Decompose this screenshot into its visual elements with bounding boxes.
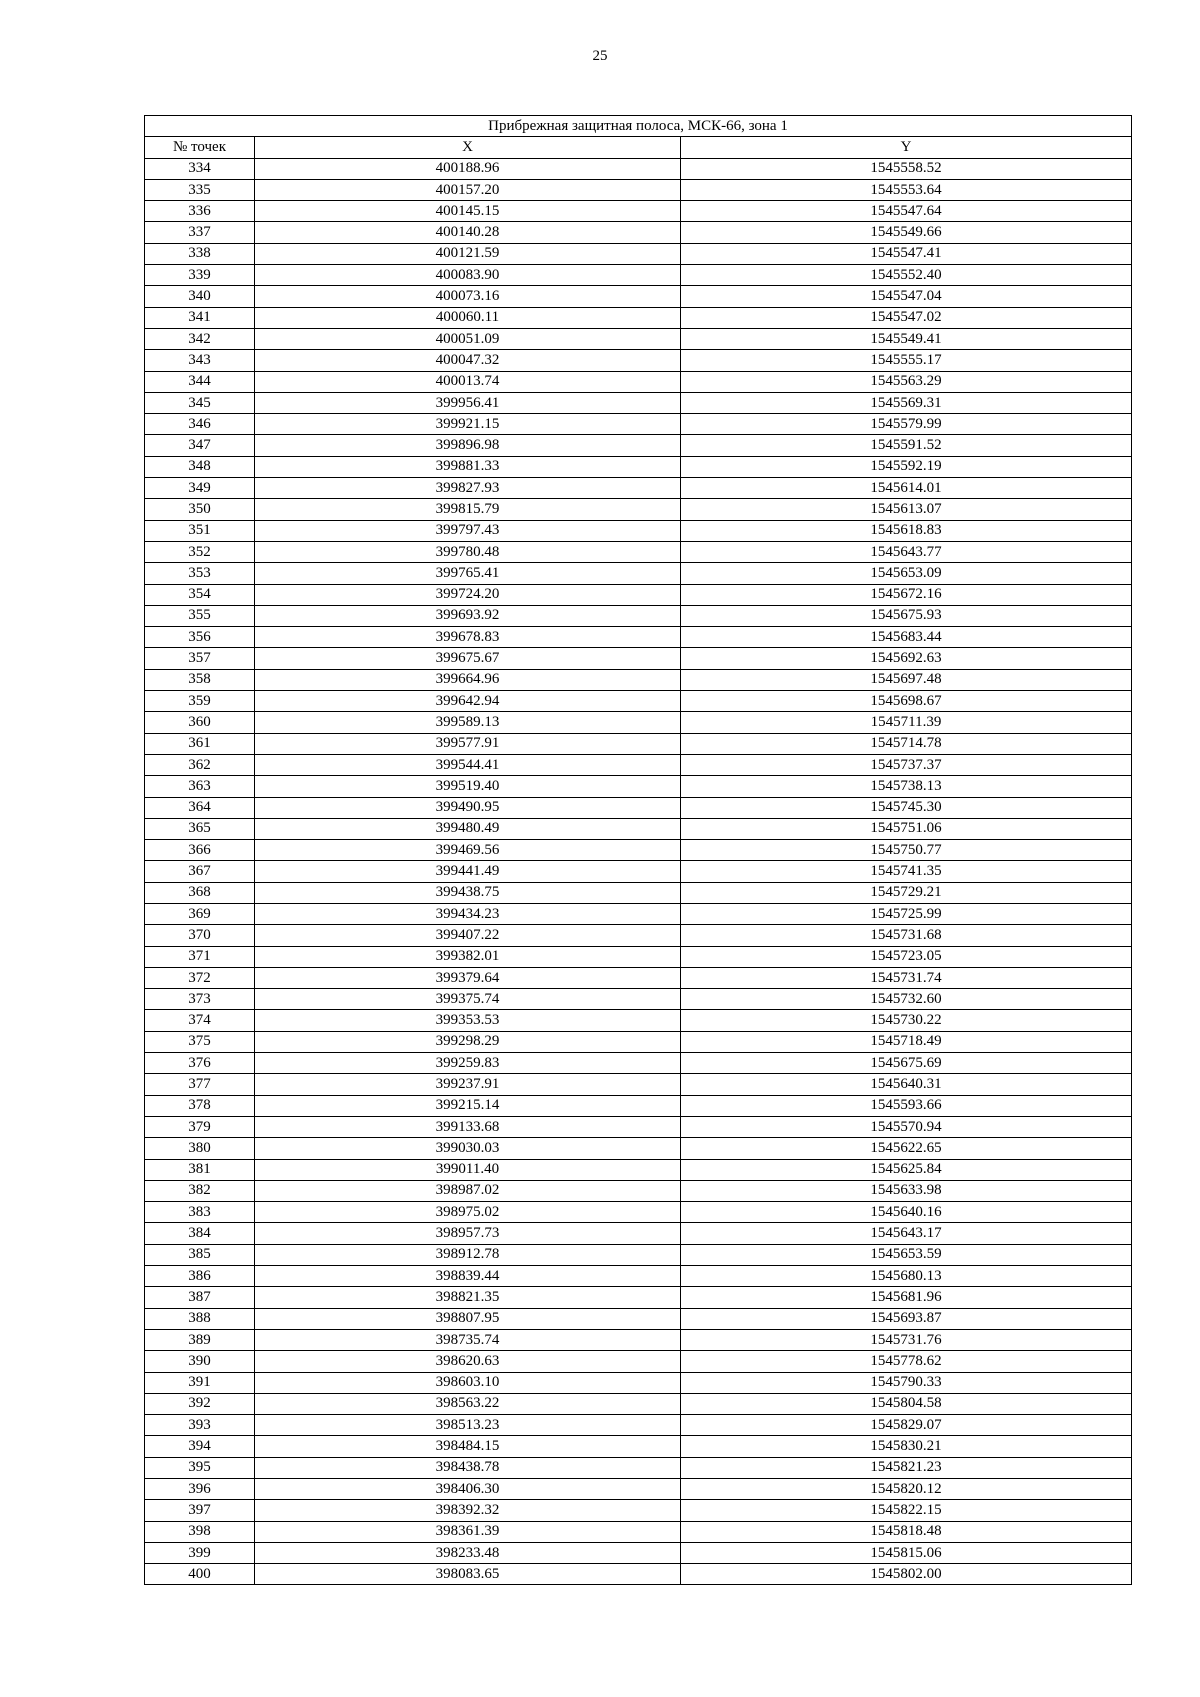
cell-x: 399011.40 <box>255 1159 681 1180</box>
cell-y: 1545821.23 <box>681 1457 1132 1478</box>
cell-x: 399434.23 <box>255 903 681 924</box>
cell-point-number: 356 <box>145 627 255 648</box>
cell-point-number: 334 <box>145 158 255 179</box>
cell-x: 399519.40 <box>255 776 681 797</box>
cell-point-number: 359 <box>145 691 255 712</box>
cell-x: 399215.14 <box>255 1095 681 1116</box>
cell-x: 399298.29 <box>255 1031 681 1052</box>
table-caption: Прибрежная защитная полоса, МСК-66, зона 1 <box>145 116 1132 137</box>
table-row <box>145 754 1132 775</box>
cell-y: 1545745.30 <box>681 797 1132 818</box>
cell-x: 400140.28 <box>255 222 681 243</box>
cell-y: 1545731.74 <box>681 967 1132 988</box>
cell-x: 399881.33 <box>255 456 681 477</box>
cell-x: 399480.49 <box>255 818 681 839</box>
cell-point-number: 391 <box>145 1372 255 1393</box>
cell-y: 1545643.17 <box>681 1223 1132 1244</box>
cell-y: 1545622.65 <box>681 1138 1132 1159</box>
cell-x: 398735.74 <box>255 1329 681 1350</box>
table-row <box>145 882 1132 903</box>
cell-point-number: 366 <box>145 840 255 861</box>
table-row <box>145 1053 1132 1074</box>
table-row <box>145 1202 1132 1223</box>
cell-x: 399765.41 <box>255 563 681 584</box>
table-row <box>145 605 1132 626</box>
cell-x: 398406.30 <box>255 1479 681 1500</box>
table-row <box>145 1436 1132 1457</box>
cell-point-number: 375 <box>145 1031 255 1052</box>
table-row <box>145 414 1132 435</box>
cell-point-number: 344 <box>145 371 255 392</box>
cell-point-number: 377 <box>145 1074 255 1095</box>
cell-x: 398821.35 <box>255 1287 681 1308</box>
coordinates-table <box>144 115 1132 1585</box>
cell-y: 1545547.64 <box>681 201 1132 222</box>
cell-y: 1545818.48 <box>681 1521 1132 1542</box>
cell-point-number: 339 <box>145 265 255 286</box>
cell-y: 1545552.40 <box>681 265 1132 286</box>
cell-point-number: 371 <box>145 946 255 967</box>
cell-x: 400188.96 <box>255 158 681 179</box>
cell-y: 1545563.29 <box>681 371 1132 392</box>
cell-point-number: 364 <box>145 797 255 818</box>
table-row <box>145 350 1132 371</box>
cell-point-number: 363 <box>145 776 255 797</box>
cell-x: 398361.39 <box>255 1521 681 1542</box>
cell-point-number: 335 <box>145 179 255 200</box>
cell-y: 1545692.63 <box>681 648 1132 669</box>
table-row <box>145 946 1132 967</box>
cell-point-number: 353 <box>145 563 255 584</box>
cell-x: 399544.41 <box>255 754 681 775</box>
cell-point-number: 348 <box>145 456 255 477</box>
table-row <box>145 1159 1132 1180</box>
cell-x: 399815.79 <box>255 499 681 520</box>
cell-y: 1545570.94 <box>681 1116 1132 1137</box>
cell-point-number: 345 <box>145 392 255 413</box>
cell-x: 399382.01 <box>255 946 681 967</box>
cell-x: 399642.94 <box>255 691 681 712</box>
cell-x: 400073.16 <box>255 286 681 307</box>
cell-y: 1545569.31 <box>681 392 1132 413</box>
cell-x: 399133.68 <box>255 1116 681 1137</box>
cell-point-number: 361 <box>145 733 255 754</box>
cell-y: 1545653.09 <box>681 563 1132 584</box>
cell-x: 399896.98 <box>255 435 681 456</box>
cell-point-number: 381 <box>145 1159 255 1180</box>
cell-point-number: 399 <box>145 1542 255 1563</box>
cell-point-number: 379 <box>145 1116 255 1137</box>
table-row <box>145 1287 1132 1308</box>
table-row <box>145 1244 1132 1265</box>
cell-x: 398603.10 <box>255 1372 681 1393</box>
cell-point-number: 357 <box>145 648 255 669</box>
cell-point-number: 351 <box>145 520 255 541</box>
cell-point-number: 360 <box>145 712 255 733</box>
cell-y: 1545640.16 <box>681 1202 1132 1223</box>
cell-x: 399438.75 <box>255 882 681 903</box>
cell-x: 400013.74 <box>255 371 681 392</box>
cell-point-number: 392 <box>145 1393 255 1414</box>
table-row <box>145 179 1132 200</box>
table-row <box>145 818 1132 839</box>
cell-y: 1545750.77 <box>681 840 1132 861</box>
cell-y: 1545593.66 <box>681 1095 1132 1116</box>
column-header-y: Y <box>681 137 1132 158</box>
cell-x: 398484.15 <box>255 1436 681 1457</box>
cell-x: 399469.56 <box>255 840 681 861</box>
cell-point-number: 336 <box>145 201 255 222</box>
cell-y: 1545778.62 <box>681 1351 1132 1372</box>
table-row <box>145 1351 1132 1372</box>
table-row <box>145 563 1132 584</box>
cell-x: 400060.11 <box>255 307 681 328</box>
cell-y: 1545714.78 <box>681 733 1132 754</box>
table-row <box>145 925 1132 946</box>
table-row <box>145 371 1132 392</box>
cell-y: 1545737.37 <box>681 754 1132 775</box>
table-row <box>145 1479 1132 1500</box>
table-row <box>145 648 1132 669</box>
cell-y: 1545751.06 <box>681 818 1132 839</box>
table-row <box>145 201 1132 222</box>
table-row <box>145 712 1132 733</box>
cell-point-number: 358 <box>145 669 255 690</box>
cell-y: 1545547.02 <box>681 307 1132 328</box>
cell-y: 1545672.16 <box>681 584 1132 605</box>
table-row <box>145 1010 1132 1031</box>
cell-x: 398807.95 <box>255 1308 681 1329</box>
cell-x: 400157.20 <box>255 179 681 200</box>
table-row <box>145 691 1132 712</box>
cell-y: 1545592.19 <box>681 456 1132 477</box>
table-row <box>145 797 1132 818</box>
cell-point-number: 394 <box>145 1436 255 1457</box>
cell-x: 398839.44 <box>255 1266 681 1287</box>
cell-y: 1545591.52 <box>681 435 1132 456</box>
cell-y: 1545558.52 <box>681 158 1132 179</box>
cell-x: 399724.20 <box>255 584 681 605</box>
cell-point-number: 388 <box>145 1308 255 1329</box>
table-body <box>145 158 1132 1585</box>
cell-y: 1545729.21 <box>681 882 1132 903</box>
cell-y: 1545738.13 <box>681 776 1132 797</box>
cell-y: 1545618.83 <box>681 520 1132 541</box>
cell-y: 1545730.22 <box>681 1010 1132 1031</box>
cell-x: 399407.22 <box>255 925 681 946</box>
table-row <box>145 456 1132 477</box>
cell-y: 1545553.64 <box>681 179 1132 200</box>
cell-y: 1545731.76 <box>681 1329 1132 1350</box>
table-row <box>145 243 1132 264</box>
cell-y: 1545741.35 <box>681 861 1132 882</box>
cell-point-number: 397 <box>145 1500 255 1521</box>
cell-point-number: 368 <box>145 882 255 903</box>
cell-x: 399577.91 <box>255 733 681 754</box>
cell-y: 1545549.41 <box>681 328 1132 349</box>
column-header-x: X <box>255 137 681 158</box>
table-row <box>145 903 1132 924</box>
cell-point-number: 395 <box>145 1457 255 1478</box>
cell-point-number: 354 <box>145 584 255 605</box>
table-row <box>145 1116 1132 1137</box>
cell-y: 1545718.49 <box>681 1031 1132 1052</box>
cell-x: 399797.43 <box>255 520 681 541</box>
cell-x: 400047.32 <box>255 350 681 371</box>
cell-x: 399827.93 <box>255 478 681 499</box>
cell-point-number: 362 <box>145 754 255 775</box>
table-row <box>145 1542 1132 1563</box>
cell-x: 399379.64 <box>255 967 681 988</box>
table-row <box>145 328 1132 349</box>
table-row <box>145 1308 1132 1329</box>
cell-point-number: 369 <box>145 903 255 924</box>
cell-x: 398975.02 <box>255 1202 681 1223</box>
cell-point-number: 387 <box>145 1287 255 1308</box>
cell-point-number: 343 <box>145 350 255 371</box>
cell-y: 1545829.07 <box>681 1415 1132 1436</box>
cell-point-number: 340 <box>145 286 255 307</box>
cell-point-number: 378 <box>145 1095 255 1116</box>
cell-y: 1545711.39 <box>681 712 1132 733</box>
cell-y: 1545790.33 <box>681 1372 1132 1393</box>
table-row <box>145 1329 1132 1350</box>
table-row <box>145 265 1132 286</box>
cell-y: 1545547.41 <box>681 243 1132 264</box>
cell-point-number: 400 <box>145 1564 255 1585</box>
table-row <box>145 1500 1132 1521</box>
table-header-row <box>145 137 1132 158</box>
cell-point-number: 338 <box>145 243 255 264</box>
table-caption-row <box>145 116 1132 137</box>
cell-x: 399353.53 <box>255 1010 681 1031</box>
cell-point-number: 390 <box>145 1351 255 1372</box>
cell-x: 398233.48 <box>255 1542 681 1563</box>
cell-y: 1545822.15 <box>681 1500 1132 1521</box>
cell-y: 1545698.67 <box>681 691 1132 712</box>
table-row <box>145 1223 1132 1244</box>
table-row <box>145 1180 1132 1201</box>
cell-point-number: 350 <box>145 499 255 520</box>
cell-point-number: 389 <box>145 1329 255 1350</box>
cell-point-number: 367 <box>145 861 255 882</box>
cell-point-number: 346 <box>145 414 255 435</box>
cell-y: 1545725.99 <box>681 903 1132 924</box>
table-row <box>145 989 1132 1010</box>
cell-point-number: 355 <box>145 605 255 626</box>
table-row <box>145 1266 1132 1287</box>
table-row <box>145 222 1132 243</box>
cell-x: 400121.59 <box>255 243 681 264</box>
cell-point-number: 374 <box>145 1010 255 1031</box>
cell-x: 398438.78 <box>255 1457 681 1478</box>
cell-y: 1545579.99 <box>681 414 1132 435</box>
cell-point-number: 396 <box>145 1479 255 1500</box>
table-row <box>145 584 1132 605</box>
cell-point-number: 365 <box>145 818 255 839</box>
table-row <box>145 286 1132 307</box>
table-row <box>145 1031 1132 1052</box>
cell-y: 1545675.69 <box>681 1053 1132 1074</box>
table-row <box>145 158 1132 179</box>
cell-y: 1545633.98 <box>681 1180 1132 1201</box>
cell-point-number: 385 <box>145 1244 255 1265</box>
cell-point-number: 380 <box>145 1138 255 1159</box>
cell-point-number: 342 <box>145 328 255 349</box>
table-row <box>145 1415 1132 1436</box>
cell-x: 398620.63 <box>255 1351 681 1372</box>
table-row <box>145 1393 1132 1414</box>
cell-x: 399375.74 <box>255 989 681 1010</box>
cell-y: 1545640.31 <box>681 1074 1132 1095</box>
cell-x: 399780.48 <box>255 541 681 562</box>
cell-x: 398912.78 <box>255 1244 681 1265</box>
cell-point-number: 386 <box>145 1266 255 1287</box>
cell-x: 398957.73 <box>255 1223 681 1244</box>
cell-y: 1545653.59 <box>681 1244 1132 1265</box>
cell-y: 1545681.96 <box>681 1287 1132 1308</box>
cell-point-number: 383 <box>145 1202 255 1223</box>
table-row <box>145 435 1132 456</box>
cell-point-number: 347 <box>145 435 255 456</box>
cell-y: 1545830.21 <box>681 1436 1132 1457</box>
cell-x: 398083.65 <box>255 1564 681 1585</box>
cell-y: 1545683.44 <box>681 627 1132 648</box>
cell-y: 1545731.68 <box>681 925 1132 946</box>
table-row <box>145 478 1132 499</box>
table-row <box>145 392 1132 413</box>
cell-x: 399490.95 <box>255 797 681 818</box>
table-row <box>145 1138 1132 1159</box>
cell-point-number: 337 <box>145 222 255 243</box>
cell-x: 399664.96 <box>255 669 681 690</box>
cell-y: 1545723.05 <box>681 946 1132 967</box>
cell-y: 1545613.07 <box>681 499 1132 520</box>
cell-x: 400083.90 <box>255 265 681 286</box>
cell-point-number: 370 <box>145 925 255 946</box>
cell-x: 398987.02 <box>255 1180 681 1201</box>
table-row <box>145 1095 1132 1116</box>
cell-point-number: 352 <box>145 541 255 562</box>
table-row <box>145 861 1132 882</box>
cell-point-number: 393 <box>145 1415 255 1436</box>
cell-y: 1545549.66 <box>681 222 1132 243</box>
cell-point-number: 341 <box>145 307 255 328</box>
cell-x: 398392.32 <box>255 1500 681 1521</box>
table-row <box>145 1074 1132 1095</box>
cell-y: 1545697.48 <box>681 669 1132 690</box>
cell-x: 399441.49 <box>255 861 681 882</box>
cell-y: 1545675.93 <box>681 605 1132 626</box>
cell-point-number: 372 <box>145 967 255 988</box>
cell-point-number: 376 <box>145 1053 255 1074</box>
cell-x: 400051.09 <box>255 328 681 349</box>
table-row <box>145 1564 1132 1585</box>
cell-y: 1545625.84 <box>681 1159 1132 1180</box>
cell-y: 1545555.17 <box>681 350 1132 371</box>
cell-point-number: 384 <box>145 1223 255 1244</box>
table-row <box>145 307 1132 328</box>
cell-y: 1545820.12 <box>681 1479 1132 1500</box>
cell-point-number: 373 <box>145 989 255 1010</box>
cell-x: 398513.23 <box>255 1415 681 1436</box>
cell-x: 399589.13 <box>255 712 681 733</box>
cell-x: 399030.03 <box>255 1138 681 1159</box>
cell-x: 398563.22 <box>255 1393 681 1414</box>
cell-x: 399259.83 <box>255 1053 681 1074</box>
page-number: 25 <box>592 48 608 64</box>
table-row <box>145 541 1132 562</box>
table-row <box>145 1521 1132 1542</box>
cell-x: 399678.83 <box>255 627 681 648</box>
column-header-point-number: № точек <box>145 137 255 158</box>
cell-x: 400145.15 <box>255 201 681 222</box>
table-row <box>145 520 1132 541</box>
cell-x: 399693.92 <box>255 605 681 626</box>
table-row <box>145 669 1132 690</box>
cell-y: 1545614.01 <box>681 478 1132 499</box>
cell-y: 1545802.00 <box>681 1564 1132 1585</box>
table-row <box>145 499 1132 520</box>
cell-y: 1545804.58 <box>681 1393 1132 1414</box>
cell-y: 1545815.06 <box>681 1542 1132 1563</box>
cell-x: 399956.41 <box>255 392 681 413</box>
cell-y: 1545693.87 <box>681 1308 1132 1329</box>
cell-point-number: 349 <box>145 478 255 499</box>
table-row <box>145 1457 1132 1478</box>
table-row <box>145 776 1132 797</box>
table-row <box>145 967 1132 988</box>
cell-point-number: 382 <box>145 1180 255 1201</box>
table-row <box>145 733 1132 754</box>
cell-y: 1545680.13 <box>681 1266 1132 1287</box>
table-row <box>145 1372 1132 1393</box>
cell-x: 399921.15 <box>255 414 681 435</box>
cell-y: 1545547.04 <box>681 286 1132 307</box>
table-row <box>145 840 1132 861</box>
table-row <box>145 627 1132 648</box>
cell-x: 399675.67 <box>255 648 681 669</box>
cell-point-number: 398 <box>145 1521 255 1542</box>
cell-y: 1545643.77 <box>681 541 1132 562</box>
cell-x: 399237.91 <box>255 1074 681 1095</box>
cell-y: 1545732.60 <box>681 989 1132 1010</box>
